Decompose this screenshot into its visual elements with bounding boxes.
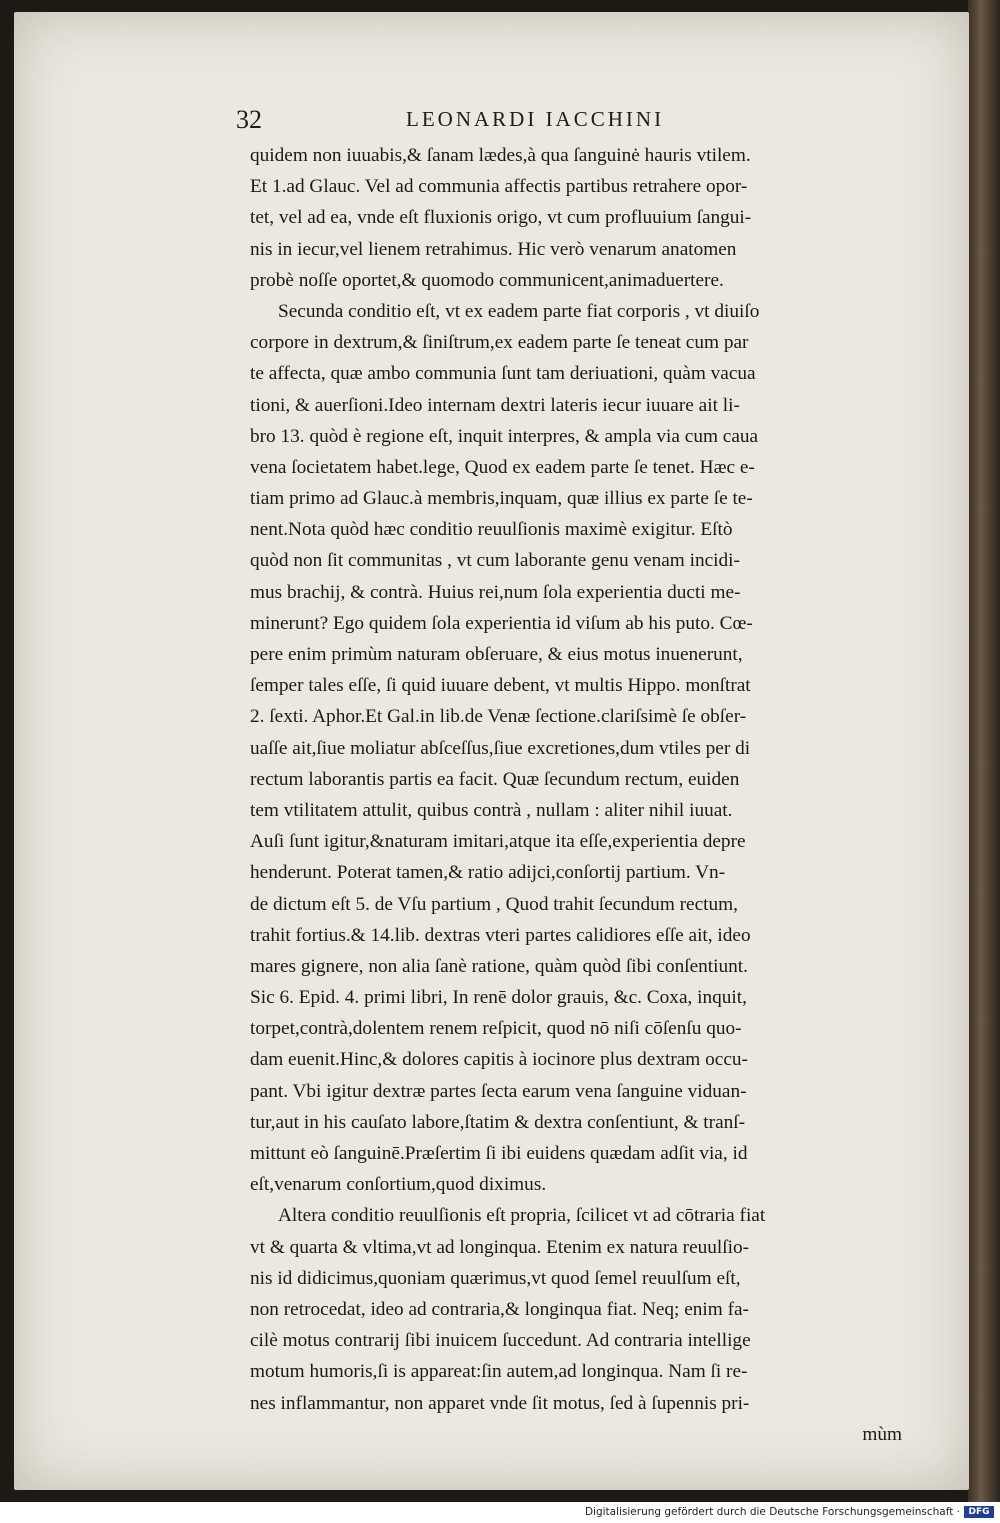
text-line: tem vtilitatem attulit, quibus contrà , nullam : aliter nihil iuuat. bbox=[250, 799, 733, 821]
text-line: nes inflammantur, non apparet vnde ſit motus, ſed à ſupennis pri- bbox=[250, 1392, 750, 1414]
text-line: rectum laborantis partis ea facit. Quæ ſecundum rectum, euiden bbox=[250, 768, 740, 790]
text-line: minerunt? Ego quidem ſola experientia id viſum ab his puto. Cœ- bbox=[250, 612, 753, 634]
text-line: Sic 6. Epid. 4. primi libri, In renē dolor grauis, &c. Coxa, inquit, bbox=[250, 987, 747, 1009]
page-header bbox=[236, 105, 756, 145]
text-line: motum humoris,ſi is appareat:ſin autem,ad longinqua. Nam ſi re- bbox=[250, 1361, 748, 1383]
text-line: mus brachij, & contrà. Huius rei,num ſola experientia ducti me- bbox=[250, 581, 741, 603]
text-line: probè noſſe oportet,& quomodo communicent,animaduertere. bbox=[250, 269, 724, 291]
running-head: LEONARDI IACCHINI bbox=[406, 107, 665, 131]
text-line: Altera conditio reuulſionis eſt propria, ſcilicet vt ad cōtraria fiat bbox=[278, 1205, 766, 1227]
text-line: non retrocedat, ideo ad contraria,& longinqua fiat. Neq; enim fa- bbox=[250, 1298, 749, 1320]
text-line: tet, vel ad ea, vnde eſt fluxionis origo, vt cum profluuium ſangui- bbox=[250, 207, 752, 229]
text-line: Secunda conditio eſt, vt ex eadem parte fiat corporis , vt diuiſo bbox=[278, 300, 760, 322]
text-line: te affecta, quæ ambo communia ſunt tam deriuationi, quàm vacua bbox=[250, 363, 756, 385]
text-line: vt & quarta & vltima,vt ad longinqua. Etenim ex natura reuulſio- bbox=[250, 1236, 750, 1258]
text-line: torpet,contrà,dolentem renem reſpicit, quod nō niſi cōſenſu quo- bbox=[250, 1018, 742, 1040]
text-line: nis id didicimus,quoniam quærimus,vt quod ſemel reuulſum eſt, bbox=[250, 1267, 741, 1289]
text-line: tiam primo ad Glauc.à membris,inquam, quæ illius ex parte ſe te- bbox=[250, 488, 753, 510]
footer-bar bbox=[0, 1502, 1000, 1523]
text-line: trahit fortius.& 14.lib. dextras vteri partes calidiores eſſe ait, ideo bbox=[250, 924, 751, 946]
text-line: 2. ſexti. Aphor.Et Gal.in lib.de Venæ ſectione.clariſsimè ſe obſer- bbox=[250, 706, 747, 728]
book-edge bbox=[968, 0, 1000, 1502]
text-line: ſemper tales eſſe, ſi quid iuuare debent, vt multis Hippo. monſtrat bbox=[250, 675, 751, 697]
dfg-logo-icon: DFG bbox=[964, 1506, 994, 1518]
text-line: eſt,venarum conſortium,quod diximus. bbox=[250, 1174, 547, 1196]
page-number: 32 bbox=[236, 105, 262, 134]
text-line: nis in iecur,vel lienem retrahimus. Hic verò venarum anatomen bbox=[250, 238, 737, 260]
text-line: corpore in dextrum,& ſiniſtrum,ex eadem parte ſe teneat cum par bbox=[250, 332, 749, 354]
text-line: dam euenit.Hinc,& dolores capitis à iocinore plus dextram occu- bbox=[250, 1049, 748, 1071]
text-line: Et 1.ad Glauc. Vel ad communia affectis partibus retrahere opor- bbox=[250, 176, 748, 198]
text-line: quidem non iuuabis,& ſanam lædes,à qua ſanguinė hauris vtilem. bbox=[250, 145, 751, 166]
text-line: pant. Vbi igitur dextræ partes ſecta earum vena ſanguine viduan- bbox=[250, 1080, 747, 1102]
text-line: de dictum eſt 5. de Vſu partium , Quod trahit ſecundum rectum, bbox=[250, 893, 738, 915]
text-line: henderunt. Poterat tamen,& ratio adijci,conſortij partium. Vn- bbox=[250, 862, 726, 884]
text-line: mùm bbox=[862, 1423, 902, 1445]
body-text bbox=[250, 140, 902, 1450]
text-line: tioni, & auerſioni.Ideo internam dextri lateris iecur iuuare ait li- bbox=[250, 394, 740, 416]
text-line: Auſi ſunt igitur,&naturam imitari,atque ita eſſe,experientia depre bbox=[250, 831, 746, 853]
text-line: vena ſocietatem habet.lege, Quod ex eadem parte ſe tenet. Hæc e- bbox=[250, 456, 755, 478]
text-line: tur,aut in his cauſato labore,ſtatim & dextra conſentiunt, & tranſ- bbox=[250, 1111, 746, 1133]
text-line: bro 13. quòd è regione eſt, inquit interpres, & ampla via cum caua bbox=[250, 425, 759, 447]
text-line: quòd non ſit communitas , vt cum laborante genu venam incidi- bbox=[250, 550, 740, 572]
text-line: uaſſe ait,ſiue moliatur abſceſſus,ſiue excretiones,dum vtiles per di bbox=[250, 737, 751, 759]
text-line: pere enim primùm naturam obſeruare, & eius motus inuenerunt, bbox=[250, 644, 743, 665]
funding-credit: Digitalisierung gefördert durch die Deutsche Forschungsgemeinschaft · bbox=[584, 1506, 960, 1518]
text-line: nent.Nota quòd hæc conditio reuulſionis maximè exigitur. Eſtò bbox=[250, 519, 733, 541]
text-line: mares gignere, non alia ſanè ratione, quàm quòd ſibi conſentiunt. bbox=[250, 955, 748, 977]
text-line: cilè motus contrarij ſibi inuicem ſuccedunt. Ad contraria intellige bbox=[250, 1330, 751, 1352]
text-line: mittunt eò ſanguinē.Præſertim ſi ibi euidens quædam adſit via, id bbox=[250, 1143, 748, 1164]
